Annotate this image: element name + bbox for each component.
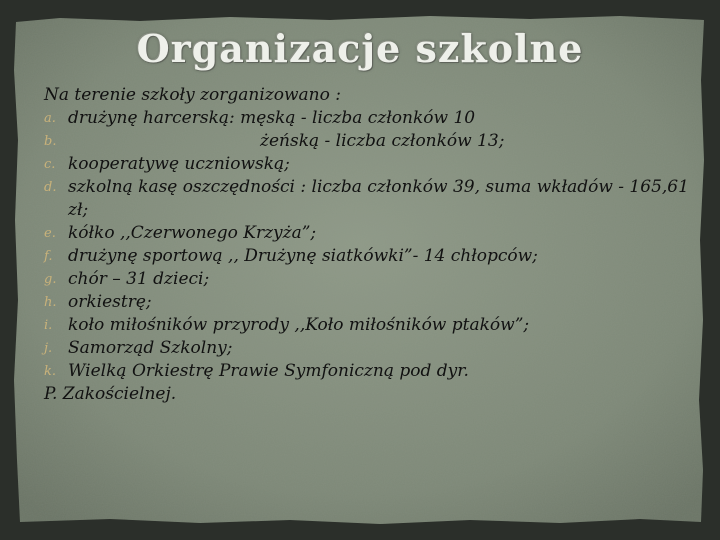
list-marker: b.	[44, 134, 57, 149]
list-marker: d.	[44, 180, 57, 195]
list-item-text: kooperatywę uczniowską;	[68, 154, 290, 174]
list-item-text: szkolną kasę oszczędności : liczba członków 39, suma wkładów - 165,61 zł;	[68, 177, 689, 220]
list-marker: c.	[44, 157, 56, 172]
list-item	[44, 153, 684, 176]
list-item	[44, 268, 684, 291]
list-item-text: żeńską - liczba członków 13;	[260, 131, 505, 151]
list-item-text: Wielką Orkiestrę Prawie Symfoniczną pod dyr.	[68, 361, 469, 381]
list-marker: h.	[44, 295, 57, 310]
list-marker: f.	[44, 249, 53, 264]
list-item-text: Samorząd Szkolny;	[68, 338, 233, 358]
intro-text: Na terenie szkoły zorganizowano :	[44, 85, 341, 105]
list-item	[44, 314, 684, 337]
list-item-text: kółko ,,Czerwonego Krzyża”;	[68, 223, 317, 243]
list-marker: j.	[44, 341, 53, 356]
list-marker: g.	[44, 272, 57, 287]
list-marker: k.	[44, 364, 57, 379]
list-item	[44, 360, 684, 383]
list-item-text: orkiestrę;	[68, 292, 152, 312]
list-marker: i.	[44, 318, 53, 333]
list-item	[44, 107, 684, 130]
list-marker: a.	[44, 111, 56, 126]
list-item-text: drużynę sportową ,, Drużynę siatkówki”- 14 chłopców;	[68, 246, 538, 266]
list-item	[44, 337, 684, 360]
list-item	[44, 245, 684, 268]
list-item-text: drużynę harcerską: męską - liczba członków 10	[68, 108, 476, 128]
list-item-text: koło miłośników przyrody ,,Koło miłośników ptaków”;	[68, 315, 530, 335]
list-item-text: chór – 31 dzieci;	[68, 269, 210, 289]
list-item	[44, 176, 690, 222]
list-item	[44, 291, 684, 314]
closing-text: P. Zakościelnej.	[44, 384, 177, 404]
list-item	[44, 222, 684, 245]
content-body	[44, 84, 689, 406]
slide-title: Organizacje szkolne	[136, 26, 584, 71]
list-item	[44, 130, 684, 153]
list-marker: e.	[44, 226, 56, 241]
